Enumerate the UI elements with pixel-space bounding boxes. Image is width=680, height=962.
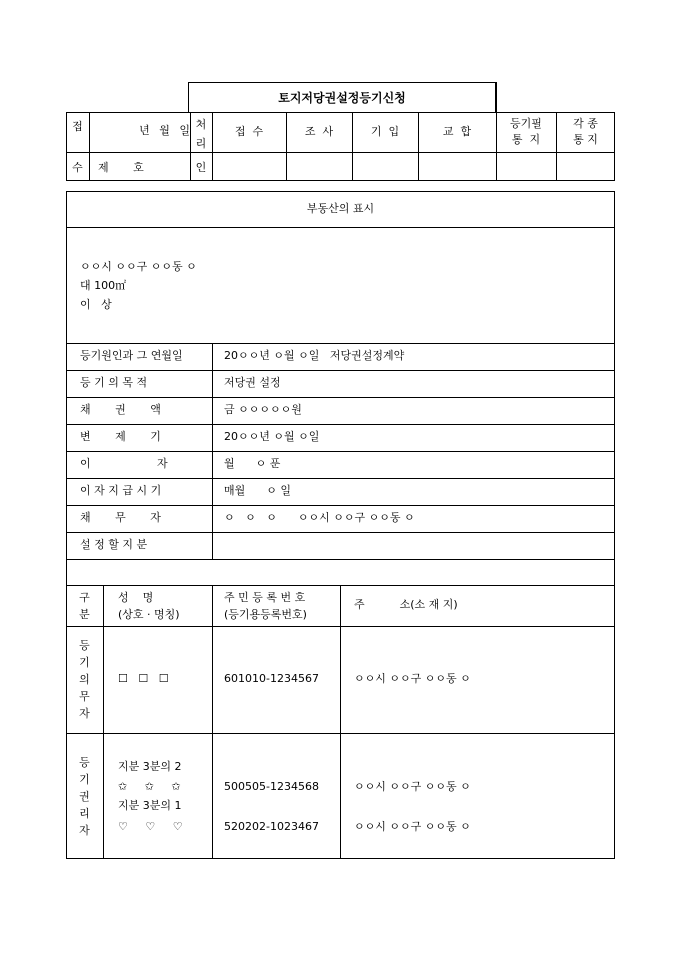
cheori-bot: 인 bbox=[195, 161, 207, 174]
col-gyohap: 교 합 bbox=[442, 125, 472, 138]
creditor-name-2: ♡ ♡ ♡ bbox=[118, 820, 183, 833]
creditor-address-2: ㅇㅇ시 ㅇㅇ구 ㅇㅇ동 ㅇ bbox=[354, 820, 471, 833]
creditor-share-2: 지분 3분의 1 bbox=[118, 799, 182, 812]
party-gubun-header: 구 분 bbox=[79, 590, 90, 621]
field-label: 이 자 지 급 시 기 bbox=[80, 484, 162, 497]
debtor-label: 등 기 의 무 자 bbox=[79, 639, 90, 720]
debtor-address: ㅇㅇ시 ㅇㅇ구 ㅇㅇ동 ㅇ bbox=[354, 672, 471, 685]
col-jeopsu: 접 수 bbox=[234, 125, 264, 138]
property-line-1: ㅇㅇ시 ㅇㅇ구 ㅇㅇ동 ㅇ bbox=[80, 260, 197, 273]
field-label: 등기원인과 그 연월일 bbox=[80, 349, 183, 362]
property-line-2: 대 100㎡ bbox=[80, 279, 127, 292]
field-label: 채 무 자 bbox=[80, 511, 161, 524]
col-notice-complete: 등기필 통 지 bbox=[510, 117, 542, 146]
col-giip: 기 입 bbox=[370, 125, 400, 138]
party-name-header: 성 명 (상호 · 명칭) bbox=[118, 591, 180, 621]
field-label: 채 권 액 bbox=[80, 403, 161, 416]
party-regno-header: 주 민 등 록 번 호 (등기용등록번호) bbox=[224, 591, 307, 621]
creditor-address-1: ㅇㅇ시 ㅇㅇ구 ㅇㅇ동 ㅇ bbox=[354, 780, 471, 793]
jeop-label: 접 bbox=[72, 120, 83, 133]
field-value: 저당권 설정 bbox=[224, 376, 281, 389]
form-title: 토지저당권설정등기신청 bbox=[278, 90, 406, 105]
field-label: 등 기 의 목 적 bbox=[80, 376, 148, 389]
field-value: 20ㅇㅇ년 ㅇ월 ㅇ일 bbox=[224, 430, 320, 443]
debtor-regno: 601010-1234567 bbox=[224, 672, 319, 685]
date-label: 년 월 일 bbox=[139, 124, 190, 137]
field-label: 변 제 기 bbox=[80, 430, 161, 443]
field-value: 금 ㅇㅇㅇㅇㅇ원 bbox=[224, 403, 302, 416]
field-value: 20ㅇㅇ년 ㅇ월 ㅇ일 저당권설정계약 bbox=[224, 349, 405, 362]
creditor-regno-1: 500505-1234568 bbox=[224, 780, 319, 793]
field-value: ㅇ ㅇ ㅇ ㅇㅇ시 ㅇㅇ구 ㅇㅇ동 ㅇ bbox=[224, 511, 415, 524]
field-label: 설 정 할 지 분 bbox=[80, 538, 148, 551]
field-value: 월 ㅇ 푼 bbox=[224, 457, 281, 470]
field-label: 이 자 bbox=[80, 457, 168, 470]
cheori-mid: 리 bbox=[195, 137, 207, 150]
creditor-share-1: 지분 3분의 2 bbox=[118, 760, 182, 773]
property-line-3: 이 상 bbox=[80, 298, 112, 311]
su-label: 수 bbox=[72, 161, 83, 174]
col-notice-various: 각 종 통 지 bbox=[573, 117, 598, 146]
creditor-regno-2: 520202-1023467 bbox=[224, 820, 319, 833]
party-address-header: 주 소(소 재 지) bbox=[354, 598, 458, 611]
cheori-top: 처 bbox=[195, 118, 207, 131]
creditor-label: 등 기 권 리 자 bbox=[79, 755, 90, 837]
property-heading: 부동산의 표시 bbox=[306, 202, 375, 215]
field-value: 매월 ㅇ 일 bbox=[224, 484, 291, 497]
number-label: 제 호 bbox=[98, 161, 144, 174]
debtor-name: ☐ ☐ ☐ bbox=[118, 672, 169, 685]
creditor-name-1: ✩ ✩ ✩ bbox=[118, 780, 181, 793]
col-josa: 조 사 bbox=[304, 125, 334, 138]
